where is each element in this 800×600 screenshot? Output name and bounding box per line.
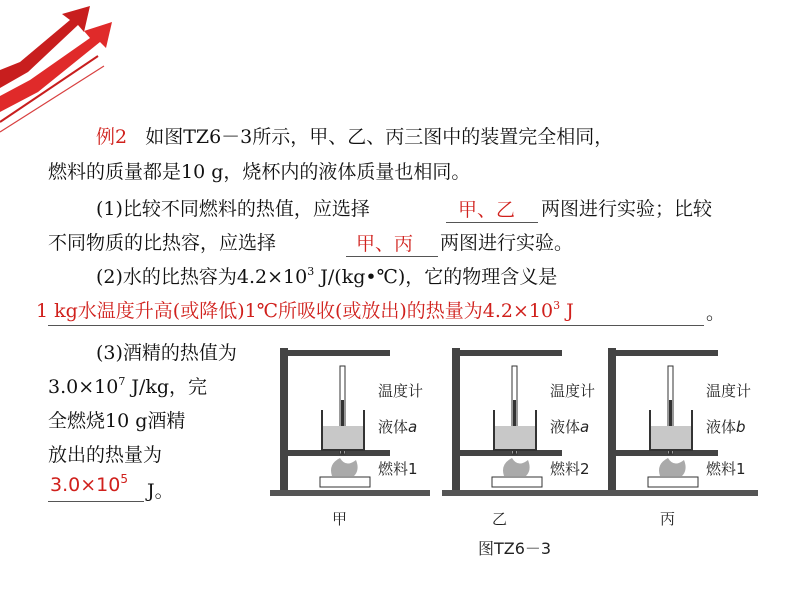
q1-blank-a	[446, 222, 538, 223]
example-line-1	[96, 124, 613, 150]
q2-text: (2)水的比热容为$4.2\times 10^3$ J/(kg•℃)，它的物理含义是	[96, 265, 558, 288]
liquid-label: 液体a	[550, 418, 590, 436]
arrow-decoration-icon	[0, 0, 130, 140]
example-text-1: 如图TZ6－3所示，甲、乙、丙三图中的装置完全相同，	[145, 126, 614, 148]
example-line-2: 燃料的质量都是10 g，烧杯内的液体质量也相同。	[48, 161, 471, 183]
q1-answer-b: 甲、丙	[356, 233, 414, 255]
fuel-label: 燃料2	[550, 460, 590, 478]
figure-label-yi: 乙	[492, 510, 508, 528]
q1-blank-b	[346, 256, 438, 257]
example-label: 例2	[96, 126, 128, 148]
q2-blank	[48, 325, 704, 326]
figure-caption: 图TZ6－3	[478, 539, 552, 558]
q1-text-a: (1)比较不同燃料的热值，应选择	[96, 198, 370, 220]
q1-text-d: 两图进行实验。	[440, 232, 574, 254]
thermometer-label: 温度计	[378, 382, 424, 400]
q1-answer-a: 甲、乙	[458, 199, 516, 221]
thermometer-label: 温度计	[550, 382, 596, 400]
q3-answer: $3.0\times 10^5$	[50, 472, 128, 496]
q3-blank	[48, 501, 144, 502]
liquid-label: 液体a	[378, 418, 418, 436]
fuel-label: 燃料1	[378, 460, 418, 478]
apparatus-figure	[270, 340, 790, 570]
figure-label-bing: 丙	[660, 510, 676, 528]
q3-line-3: 全燃烧10 g酒精	[48, 410, 186, 432]
q2-answer: 1 kg水温度升高(或降低)1℃所吸收(或放出)的热量为$4.2\times 10^3$ J	[36, 299, 574, 322]
q3-line-2: $3.0\times 10^7$ J/kg，完	[48, 375, 208, 398]
q1-text-c: 不同物质的比热容，应选择	[48, 232, 277, 254]
q3-line-1: (3)酒精的热值为	[96, 342, 237, 364]
figure-label-jia: 甲	[332, 510, 348, 528]
q3-line-4: 放出的热量为	[48, 444, 163, 466]
thermometer-label: 温度计	[706, 382, 752, 400]
q1-text-b: 两图进行实验；比较	[541, 198, 713, 220]
q2-end: 。	[706, 302, 726, 324]
liquid-label: 液体b	[706, 418, 746, 436]
fuel-label: 燃料1	[706, 460, 746, 478]
q3-tail: J。	[147, 480, 174, 502]
